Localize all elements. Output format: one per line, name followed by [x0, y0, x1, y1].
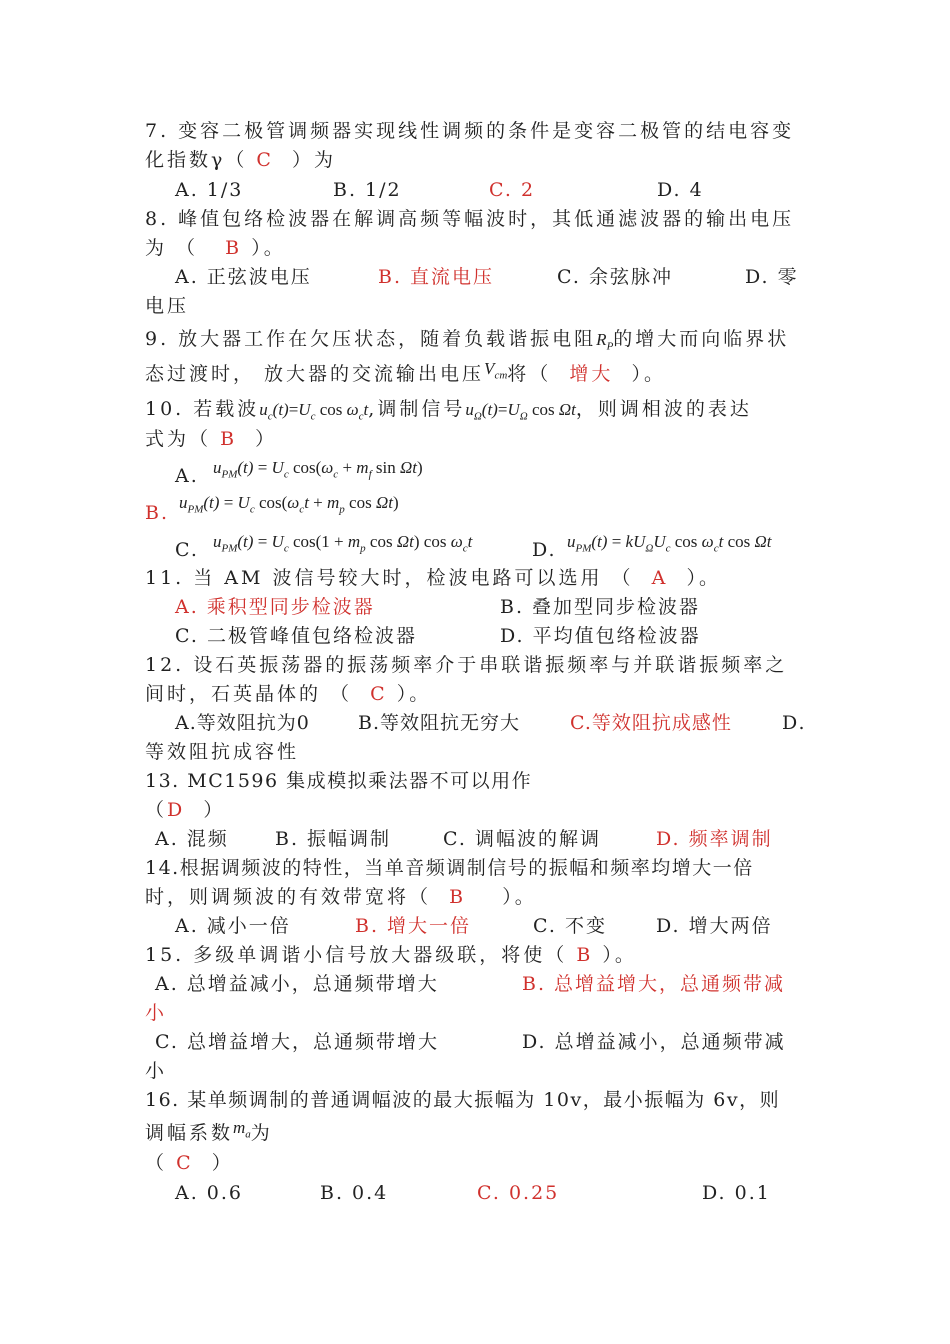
q15-option-a: A. 总增益减小，总通频带增大: [155, 973, 439, 995]
q14-option-b: B. 增大一倍: [355, 915, 472, 937]
q7-line1: 7. 变容二极管调频器实现线性调频的条件是变容二极管的结电容变: [145, 120, 795, 142]
q8-option-d: D. 零: [745, 266, 799, 288]
symbol-vcm-sub: cm: [494, 369, 508, 382]
carrier-formula: $u_c(t)=U_c$ $\cos \omega_ct$: [259, 400, 369, 423]
q10-option-c-label: C.: [175, 539, 199, 561]
q12-line1: 12. 设石英振荡器的振荡频率介于串联谐振频率与并联谐振频率之: [145, 654, 788, 676]
q16-option-b: B. 0.4: [320, 1182, 389, 1204]
q12-option-a: A.等效阻抗为0: [175, 712, 310, 734]
q8-option-b: B. 直流电压: [378, 266, 495, 288]
q10-option-b-formula: $u_{PM}(t) = U_c$ $\cos(\omega_ct + m_p$ cos Ωt): [179, 493, 399, 516]
q8-option-d-cont: 电压: [145, 295, 190, 317]
q13-answer: D: [167, 799, 186, 821]
q10-stem-end: ，则调相波的表达: [575, 398, 752, 420]
q13-stem: （: [145, 799, 168, 821]
q15-option-d-cont: 小: [145, 1060, 168, 1082]
q16-option-d: D. 0.1: [702, 1182, 771, 1204]
q10-line1: [145, 396, 752, 429]
q16-stem: 调幅系数: [145, 1122, 234, 1144]
symbol-rp: [596, 330, 614, 353]
q13-option-c: C. 调幅波的解调: [443, 828, 601, 850]
q15-option-b-cont: 小: [145, 1002, 168, 1024]
q11-option-b: B. 叠加型同步检波器: [500, 596, 701, 618]
q11-option-d: D. 平均值包络检波器: [500, 625, 701, 647]
q8-line2: [145, 235, 286, 261]
q10-option-a-label: A.: [175, 465, 199, 487]
q11-stem: 11. 当 AM 波信号较大时，检波电路可以选用 （: [145, 567, 634, 589]
q10-option-c-formula: $u_{PM}(t) = U_c$ $\cos(1 + m_p$ cos Ωt) $\cos \omega_ct$: [213, 532, 473, 555]
q13-line1: 13. MC1596 集成模拟乘法器不可以用作: [145, 770, 533, 792]
symbol-ma-main: m: [233, 1118, 246, 1137]
symbol-rp-sub: P: [606, 340, 614, 353]
q9-stem-end: ）。: [631, 363, 666, 385]
symbol-ma-sub: a: [245, 1128, 251, 1141]
q12-option-d: D.: [782, 712, 807, 734]
q7-line2: [145, 147, 336, 173]
signal-formula: $u_\Omega(t)=U_\Omega$ cos Ωt: [465, 400, 576, 423]
q9-stem-3: 将（: [507, 363, 552, 385]
q16-line2: [145, 1120, 273, 1153]
q10-stem: 10. 若载波: [145, 398, 260, 420]
q8-option-c: C. 余弦脉冲: [557, 266, 673, 288]
q12-stem-end: ）。: [396, 683, 432, 705]
q7-option-c: C. 2: [489, 179, 536, 201]
q13-line2: [145, 797, 225, 823]
q12-option-d-cont: 等效阻抗成容性: [145, 741, 300, 763]
q10-stem-mid: ,调制信号: [368, 398, 466, 420]
q8-option-a: A. 正弦波电压: [175, 266, 312, 288]
q7-stem: 化指数γ（: [145, 149, 248, 171]
q12-answer: C: [370, 683, 388, 705]
q12-option-c: C.等效阻抗成感性: [570, 712, 732, 734]
q9-stem: 9. 放大器工作在欠压状态，随着负载谐振电阻: [145, 328, 597, 350]
q15-stem-end: ）。: [602, 944, 637, 966]
q13-option-a: A. 混频: [155, 828, 229, 850]
q14-line1: 14.根据调频波的特性，当单音频调制信号的振幅和频率均增大一倍: [145, 857, 754, 879]
q15-line1: [145, 942, 637, 968]
q10-option-a-formula: $u_{PM}(t) = U_c$ $\cos(\omega_c + m_f$ sin Ωt): [213, 458, 423, 481]
q15-option-b: B. 总增益增大，总通频带减: [522, 973, 786, 995]
q16-option-c: C. 0.25: [477, 1182, 560, 1204]
q16-line1: 16. 某单频调制的普通调幅波的最大振幅为 10v，最小振幅为 6v，则: [145, 1089, 781, 1111]
q14-option-a: A. 减小一倍: [175, 915, 291, 937]
q15-option-c: C. 总增益增大，总通频带增大: [155, 1031, 439, 1053]
symbol-vcm-main: V: [484, 359, 495, 378]
q13-option-b: B. 振幅调制: [275, 828, 392, 850]
q12-option-b: B.等效阻抗无穷大: [358, 712, 521, 734]
q15-option-d: D. 总增益减小，总通频带减: [522, 1031, 786, 1053]
q8-answer: B: [225, 237, 243, 259]
q11-line1: [145, 565, 721, 591]
q9-line2: [145, 361, 666, 394]
q15-stem: 15. 多级单调谐小信号放大器级联，将使（: [145, 944, 568, 966]
q7-answer: C: [256, 149, 274, 171]
q10-stem-2: 式为（: [145, 428, 212, 450]
q16-stem-end: 为: [250, 1122, 273, 1144]
symbol-rp-main: R: [596, 330, 607, 349]
q13-option-d: D. 频率调制: [656, 828, 773, 850]
symbol-ma: [233, 1118, 251, 1141]
q14-option-d: D. 增大两倍: [656, 915, 773, 937]
q10-option-b-label: B.: [145, 502, 170, 524]
q14-answer: B: [449, 886, 467, 908]
q10-option-d-label: D.: [532, 539, 557, 561]
q10-answer: B: [220, 428, 238, 450]
q8-line1: 8. 峰值包络检波器在解调高频等幅波时，其低通滤波器的输出电压: [145, 208, 795, 230]
q14-stem-end: ）。: [502, 886, 537, 908]
symbol-vcm: [484, 359, 508, 382]
q7-option-d: D. 4: [657, 179, 704, 201]
q11-option-a: A. 乘积型同步检波器: [175, 596, 375, 618]
q10-option-d-formula: $u_{PM}(t) = kU_\Omega U_c$ $\cos \omega_ct$ cos Ωt: [567, 532, 772, 555]
q16-option-a: A. 0.6: [175, 1182, 244, 1204]
q11-stem-end: ）。: [686, 567, 721, 589]
q9-stem-cont: 的增大而向临界状: [613, 328, 790, 350]
q7-option-a: A. 1/3: [175, 179, 244, 201]
q8-stem: 为 （: [145, 237, 199, 259]
q14-stem: 时，则调频波的有效带宽将（: [145, 886, 432, 908]
q9-line1: [145, 326, 789, 359]
q7-stem-end: ）为: [292, 149, 337, 171]
q14-line2: [145, 884, 537, 910]
q15-answer: B: [576, 944, 594, 966]
q16-answer: C: [176, 1152, 194, 1174]
q16-stem-3: （: [145, 1152, 168, 1174]
q16-stem-3-end: ）: [211, 1152, 234, 1174]
q9-answer: 增大: [569, 363, 614, 385]
q12-line2: [145, 681, 431, 707]
q13-stem-end: ）: [203, 799, 226, 821]
q10-stem-2-end: ）: [255, 428, 278, 450]
q8-stem-end: ）。: [251, 237, 286, 259]
q11-answer: A: [651, 567, 669, 589]
q7-option-b: B. 1/2: [333, 179, 402, 201]
q10-line2: [145, 426, 277, 452]
q11-option-c: C. 二极管峰值包络检波器: [175, 625, 417, 647]
q12-stem: 间时，石英晶体的 （: [145, 683, 353, 705]
q14-option-c: C. 不变: [533, 915, 607, 937]
q16-line3: [145, 1150, 234, 1176]
q9-stem-2: 态过渡时， 放大器的交流输出电压: [145, 363, 485, 385]
